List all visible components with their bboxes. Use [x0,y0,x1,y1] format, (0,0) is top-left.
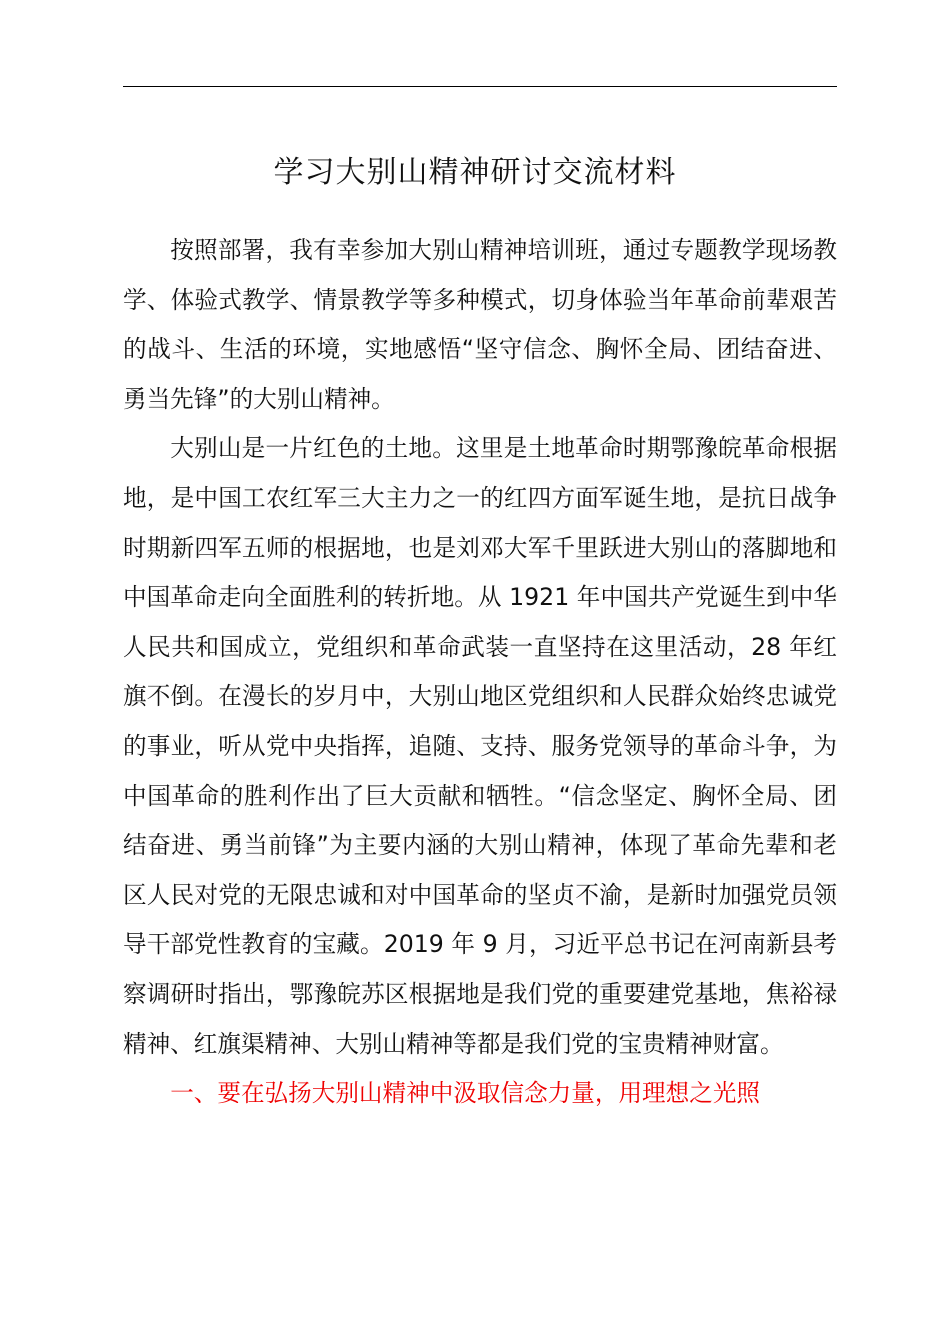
document-body [123,226,837,1119]
header-rule [123,86,837,87]
section-heading: 一、要在弘扬大别山精神中汲取信念力量，用理想之光照 [170,1079,761,1108]
document-title: 学习大别山精神研讨交流材料 [273,155,677,190]
paragraph-intro: 按照部署，我有幸参加大别山精神培训班，通过专题教学现场教学、体验式教学、情景教学等多种模式，切身体验当年革命前辈艰苦的战斗、生活的环境，实地感悟“坚守信念、胸怀全局、团结奋进、勇当先锋”的大别山精神。 [123,236,837,413]
paragraph-dabieshan: 大别山是一片红色的土地。这里是土地革命时期鄂豫皖革命根据地，是中国工农红军三大主力之一的红四方面军诞生地，是抗日战争时期新四军五师的根据地，也是刘邓大军千里跃进大别山的落脚地和中国革命走向全面胜利的转折地。从 1921 年中国共产党诞生到中华人民共和国成立，党组织和革命武装一直坚持在这里活动，28 年红旗不倒。在漫长的岁月中，大别山地区党组织和人民群众始终忠诚党的事业，听从党中央指挥，追随、支持、服务党领导的革命斗争，为中国革命的胜利作出了巨大贡献和牺牲。“信念坚定、胸怀全局、团结奋进、勇当前锋”为主要内涵的大别山精神，体现了革命先辈和老区人民对党的无限忠诚和对中国革命的坚贞不渝，是新时加强党员领导干部党性教育的宝藏。2019 年 9 月，习近平总书记在河南新县考察调研时指出，鄂豫皖苏区根据地是我们党的重要建党基地，焦裕禄精神、红旗渠精神、大别山精神等都是我们党的宝贵精神财富。 [123,434,837,1058]
